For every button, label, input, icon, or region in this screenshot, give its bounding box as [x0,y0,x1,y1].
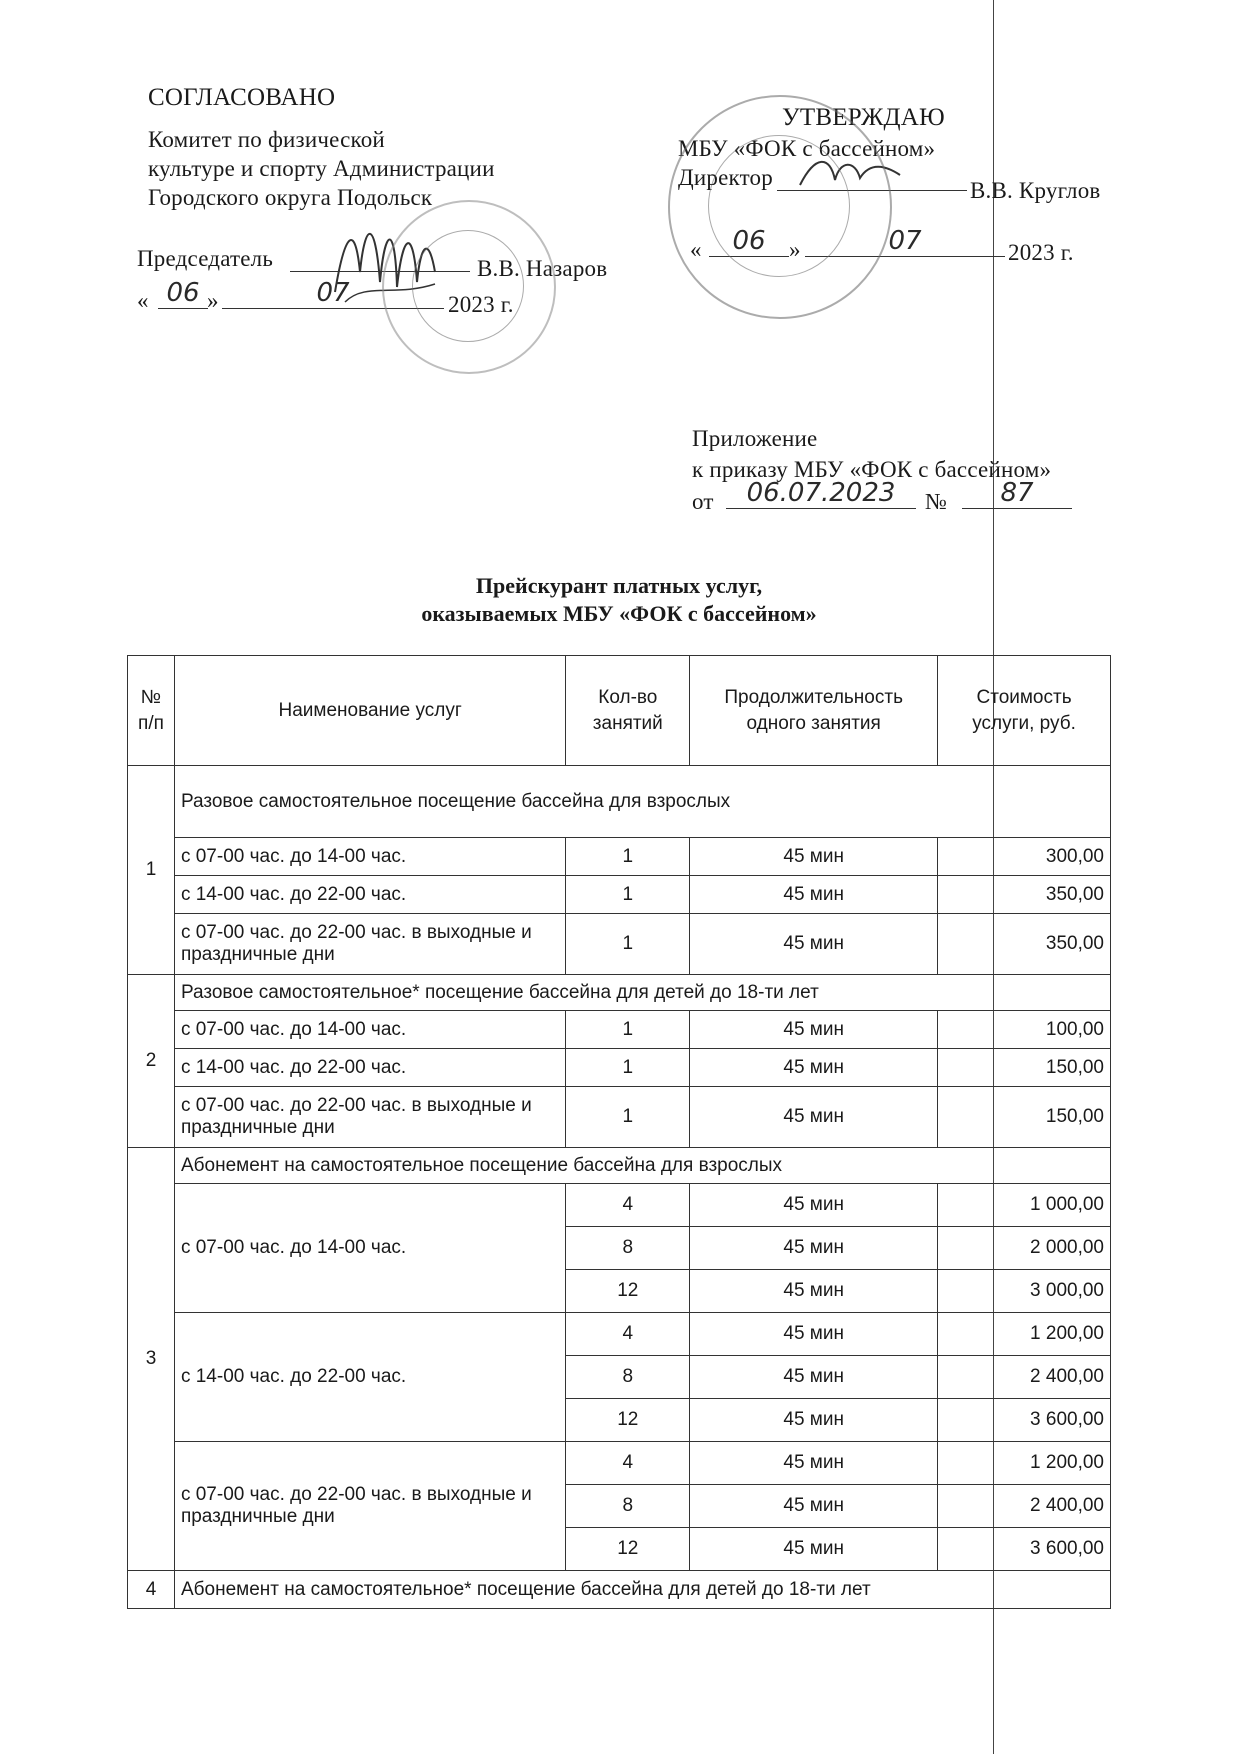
table-header-row [128,656,1111,766]
table-row [128,1049,1111,1087]
section-title: Абонемент на самостоятельное* посещение бассейна для детей до 18-ти лет [174,1571,1110,1609]
lesson-count: 8 [566,1356,690,1399]
service-name: с 07-00 час. до 14-00 час. [174,838,565,876]
table-row [128,1313,1111,1356]
lesson-duration: 45 мин [690,914,938,975]
committee-stamp-inner-ring [412,230,524,342]
service-price: 100,00 [938,1011,1111,1049]
service-price: 300,00 [938,838,1111,876]
lesson-count: 1 [566,1049,690,1087]
service-price: 150,00 [938,1049,1111,1087]
appendix-line-1: Приложение [692,426,818,451]
service-name: с 14-00 час. до 22-00 час. [174,1313,565,1442]
confirm-position: Директор [678,165,773,190]
service-name: с 07-00 час. до 22-00 час. в выходные и праздничные дни [174,1442,565,1571]
approved-date-day: 06 [158,278,208,309]
header-name: Наименование услуг [174,656,565,766]
lesson-duration: 45 мин [690,1399,938,1442]
confirm-date-month: 07 [805,226,1005,257]
service-price: 2 400,00 [938,1356,1111,1399]
lesson-duration: 45 мин [690,1313,938,1356]
appendix-from-label: от [692,489,714,514]
service-name: с 14-00 час. до 22-00 час. [174,876,565,914]
lesson-count: 4 [566,1184,690,1227]
lesson-count: 1 [566,838,690,876]
approved-line-1: Комитет по физической [148,127,385,152]
document-title-line-1: Прейскурант платных услуг, [475,573,763,598]
service-name: с 07-00 час. до 22-00 час. в выходные и праздничные дни [174,1087,565,1148]
approved-date-open: « [137,288,149,313]
header-count: Кол-во занятий [566,656,690,766]
service-name: с 14-00 час. до 22-00 час. [174,1049,565,1087]
service-name: с 07-00 час. до 22-00 час. в выходные и праздничные дни [174,914,565,975]
lesson-duration: 45 мин [690,1356,938,1399]
confirm-name: В.В. Круглов [970,178,1101,203]
table-row [128,975,1111,1011]
confirm-org: МБУ «ФОК с бассейном» [678,136,936,161]
lesson-duration: 45 мин [690,838,938,876]
appendix-number-label: № [925,489,948,514]
section-title: Абонемент на самостоятельное посещение бассейна для взрослых [174,1148,1110,1184]
confirm-date-day: 06 [709,226,789,257]
service-price: 150,00 [938,1087,1111,1148]
lesson-count: 12 [566,1270,690,1313]
lesson-duration: 45 мин [690,1528,938,1571]
appendix-number: 87 [962,478,1072,509]
section-num: 2 [128,975,175,1148]
section-title: Разовое самостоятельное посещение бассейна для взрослых [174,766,1110,838]
approved-line-2: культуре и спорту Администрации [148,156,495,181]
service-price: 2 400,00 [938,1485,1111,1528]
table-row [128,838,1111,876]
table-row [128,1442,1111,1485]
table-row [128,1184,1111,1227]
service-price: 350,00 [938,914,1111,975]
confirm-date-open: « [690,237,702,262]
approved-name: В.В. Назаров [477,256,608,281]
service-name: с 07-00 час. до 14-00 час. [174,1011,565,1049]
lesson-count: 1 [566,914,690,975]
appendix-date: 06.07.2023 [726,478,916,509]
lesson-count: 8 [566,1227,690,1270]
table-row [128,914,1111,975]
lesson-count: 1 [566,1011,690,1049]
approved-position: Председатель [137,246,274,271]
lesson-duration: 45 мин [690,1485,938,1528]
institution-stamp-inner-ring [708,135,850,277]
lesson-count: 4 [566,1442,690,1485]
service-price: 3 600,00 [938,1528,1111,1571]
table-row [128,766,1111,838]
lesson-count: 12 [566,1528,690,1571]
service-price: 350,00 [938,876,1111,914]
approved-year: 2023 г. [448,292,514,317]
service-price: 1 200,00 [938,1313,1111,1356]
header-duration: Продолжительность одного занятия [690,656,938,766]
lesson-duration: 45 мин [690,876,938,914]
document-title-line-2: оказываемых МБУ «ФОК с бассейном» [421,601,817,626]
service-name: с 07-00 час. до 14-00 час. [174,1184,565,1313]
lesson-duration: 45 мин [690,1011,938,1049]
lesson-count: 8 [566,1485,690,1528]
lesson-duration: 45 мин [690,1049,938,1087]
approved-date-month: 07 [222,278,444,309]
service-price: 2 000,00 [938,1227,1111,1270]
table-row [128,1087,1111,1148]
table-row [128,1011,1111,1049]
approved-title: СОГЛАСОВАНО [148,84,336,111]
lesson-count: 12 [566,1399,690,1442]
service-price: 1 200,00 [938,1442,1111,1485]
table-row [128,876,1111,914]
lesson-duration: 45 мин [690,1087,938,1148]
lesson-count: 4 [566,1313,690,1356]
table-row [128,1571,1111,1609]
price-table [127,655,1111,1609]
lesson-count: 1 [566,1087,690,1148]
lesson-duration: 45 мин [690,1227,938,1270]
confirm-date-close: » [789,237,801,262]
lesson-duration: 45 мин [690,1270,938,1313]
service-price: 1 000,00 [938,1184,1111,1227]
section-num: 3 [128,1148,175,1571]
service-price: 3 000,00 [938,1270,1111,1313]
service-price: 3 600,00 [938,1399,1111,1442]
lesson-count: 1 [566,876,690,914]
section-num: 4 [128,1571,175,1609]
section-title: Разовое самостоятельное* посещение бассейна для детей до 18-ти лет [174,975,1110,1011]
approved-line-3: Городского округа Подольск [148,185,433,210]
confirm-title: УТВЕРЖДАЮ [782,104,945,131]
approved-date-close: » [207,288,219,313]
appendix-line-2: к приказу МБУ «ФОК с бассейном» [692,457,1052,482]
section-num: 1 [128,766,175,975]
header-num: № п/п [128,656,175,766]
header-price: Стоимость услуги, руб. [938,656,1111,766]
confirm-year: 2023 г. [1008,240,1074,265]
lesson-duration: 45 мин [690,1184,938,1227]
table-row [128,1148,1111,1184]
lesson-duration: 45 мин [690,1442,938,1485]
